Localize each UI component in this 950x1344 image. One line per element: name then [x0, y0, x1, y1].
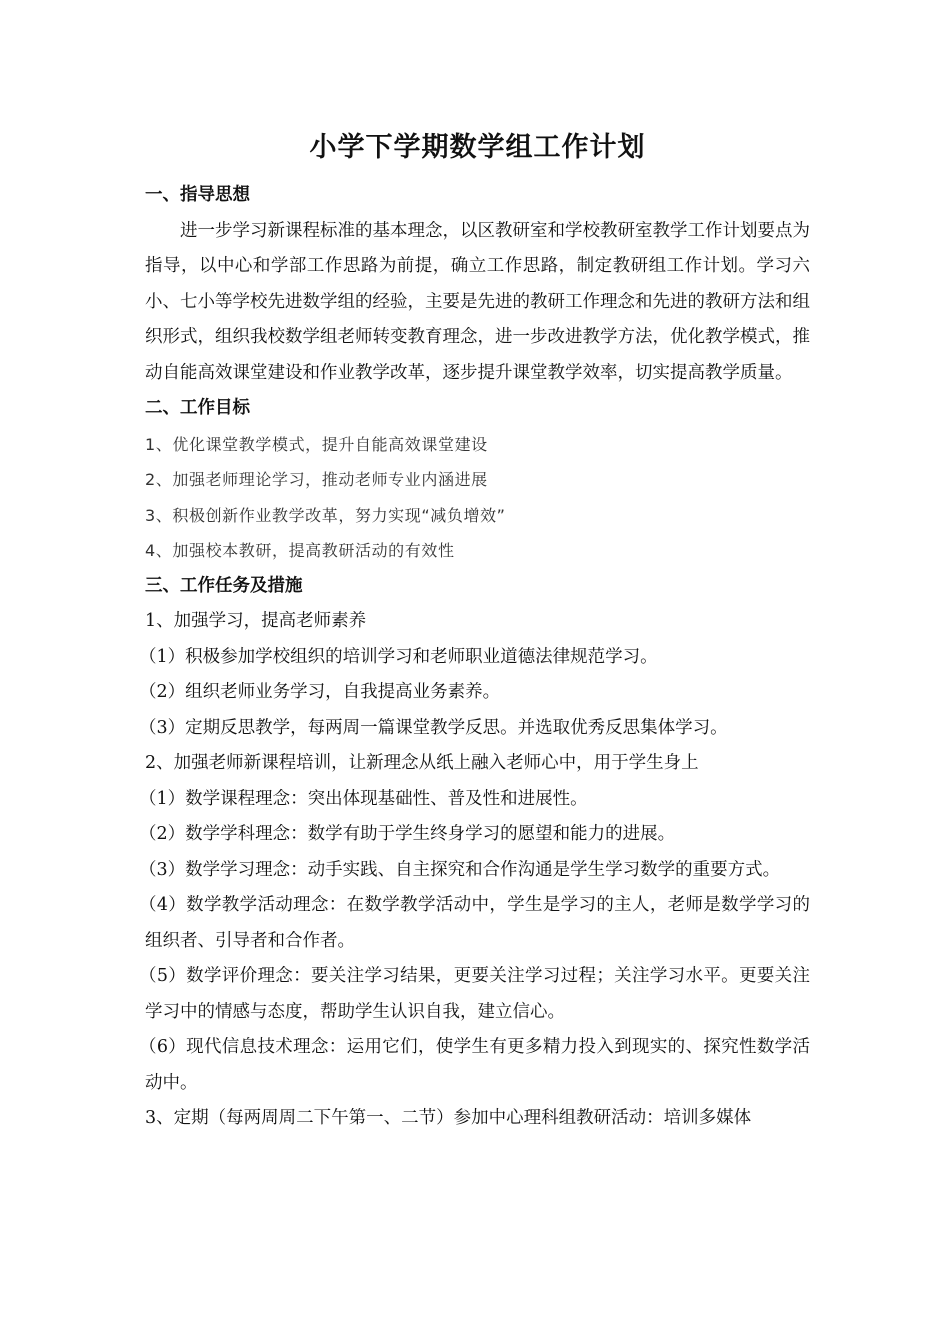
task-item: （1）积极参加学校组织的培训学习和老师职业道德法律规范学习。 [139, 646, 658, 667]
task-item: （2）数学学科理念：数学有助于学生终身学习的愿望和能力的进展。 [139, 824, 676, 844]
guiding-thought-paragraph: 进一步学习新课程标准的基本理念，以区教研室和学校教研室教学工作计划要点为指导，以中心和学部工作思路为前提，确立工作思路，制定教研组工作计划。学习六小、七小等学校先进数学组的经验，主要是先进的教研工作理念和先进的教研方法和组织形式，组织我校数学组老师转变教育理念，进一步改进教学方法，优化教学模式，推动自能高效课堂建设和作业教学改革，逐步提升课堂教学效率，切实提高教学质量。 [145, 220, 810, 383]
document-body [139, 128, 810, 1137]
task-item: （6）现代信息技术理念：运用它们，使学生有更多精力投入到现实的、探究性数学活动中。 [139, 1037, 810, 1093]
task-item: （5）数学评价理念：要关注学习结果，更要关注学习过程；关注学习水平。更要关注学习中的情感与态度，帮助学生认识自我，建立信心。 [139, 966, 810, 1022]
task-item: （3）定期反思教学，每两周一篇课堂教学反思。并选取优秀反思集体学习。 [139, 717, 728, 738]
goal-item: 4、加强校本教研，提高教研活动的有效性 [145, 541, 455, 560]
task-title: 1、加强学习，提高老师素养 [145, 611, 367, 631]
section-heading-work-goals: 二、工作目标 [145, 398, 250, 418]
task-item: （3）数学学习理念：动手实践、自主探究和合作沟通是学生学习数学的重要方式。 [139, 859, 781, 880]
page-title: 小学下学期数学组工作计划 [309, 132, 646, 163]
section-heading-tasks-measures: 三、工作任务及措施 [145, 575, 303, 596]
task-item: （1）数学课程理念：突出体现基础性、普及性和进展性。 [139, 788, 588, 809]
section-heading-guiding-thought: 一、指导思想 [145, 185, 250, 205]
goal-item: 1、优化课堂教学模式，提升自能高效课堂建设 [145, 434, 488, 454]
task-title: 2、加强老师新课程培训，让新理念从纸上融入老师心中，用于学生身上 [145, 753, 699, 773]
task-title: 3、定期（每两周周二下午第一、二节）参加中心理科组教研活动：培训多媒体 [145, 1108, 752, 1128]
goal-item: 2、加强老师理论学习，推动老师专业内涵进展 [145, 470, 488, 489]
task-item: （4）数学教学活动理念：在数学教学活动中，学生是学习的主人，老师是数学学习的组织者、引导者和合作者。 [139, 895, 810, 951]
task-item: （2）组织老师业务学习，自我提高业务素养。 [139, 682, 501, 702]
goal-item: 3、积极创新作业教学改革，努力实现“减负增效” [145, 505, 506, 525]
